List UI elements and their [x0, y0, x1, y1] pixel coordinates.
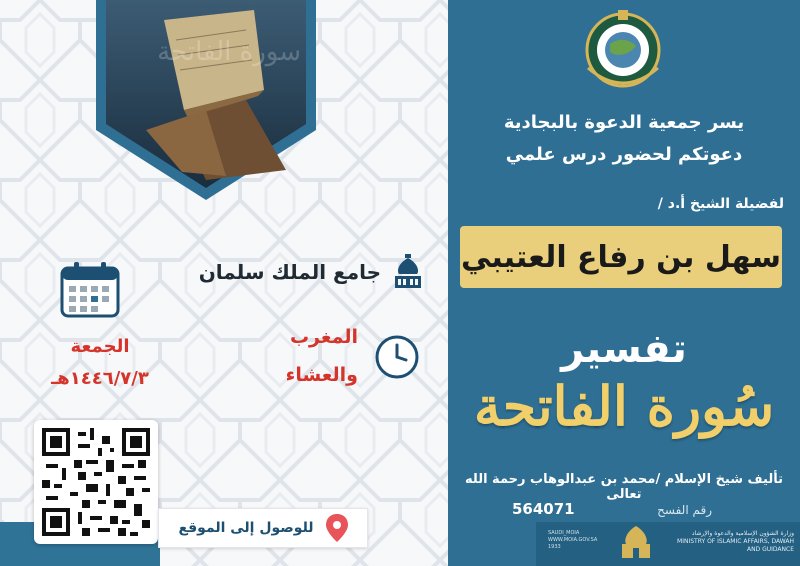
- surah-name: سُورة الفاتحة: [473, 374, 775, 438]
- prayer-time-line1: المغرب: [289, 326, 358, 348]
- lesson-label: تفسير: [561, 326, 687, 372]
- speaker-name: سهل بن رفاع العتيبي: [461, 239, 781, 275]
- qr-code-icon[interactable]: [34, 420, 158, 544]
- event-date: ١٤٤٦/٧/٣هـ: [51, 368, 149, 389]
- event-day: الجمعة: [70, 336, 130, 357]
- ministry-footer-ar: وزارة الشؤون الإسلامية والدعوة والإرشاد MINISTRY OF ISLAMIC AFFAIRS, DAWAH AND GUIDANCE: [677, 530, 794, 553]
- location-label: للوصول إلى الموقع: [178, 520, 314, 536]
- mosque-icon: [391, 254, 425, 290]
- permit-label: رقم الفسح: [657, 503, 712, 517]
- calendar-icon: [60, 262, 120, 318]
- permit-number: 564071: [512, 500, 575, 518]
- venue-row: [175, 252, 425, 292]
- society-logo-icon: [578, 8, 668, 94]
- prayer-time-line2: والعشاء: [285, 364, 358, 386]
- invite-line-2: دعوتكم لحضور درس علمي: [505, 144, 743, 165]
- ministry-logo-icon: [616, 524, 656, 562]
- invitation-panel: [448, 0, 800, 566]
- speaker-title: لفضيلة الشيخ أ.د /: [657, 196, 784, 212]
- ministry-footer-en: SAUDI_MOIA WWW.MOIA.GOV.SA 1933: [548, 530, 598, 550]
- author-line: تأليف شيخ الإسلام /محمد بن عبدالوهاب رحمة الله تعالى: [465, 472, 783, 502]
- quran-image-frame: [86, 0, 326, 200]
- location-pin-icon: [326, 514, 348, 542]
- clock-icon: [374, 334, 420, 380]
- invite-line-1: يسر جمعية الدعوة بالبجادية: [503, 112, 745, 133]
- venue-name: جامع الملك سلمان: [198, 260, 381, 284]
- qr-code-matrix: [42, 428, 150, 536]
- image-watermark: سورة الفاتحة: [157, 37, 301, 67]
- location-link[interactable]: [158, 508, 368, 548]
- speaker-name-banner: [460, 226, 782, 288]
